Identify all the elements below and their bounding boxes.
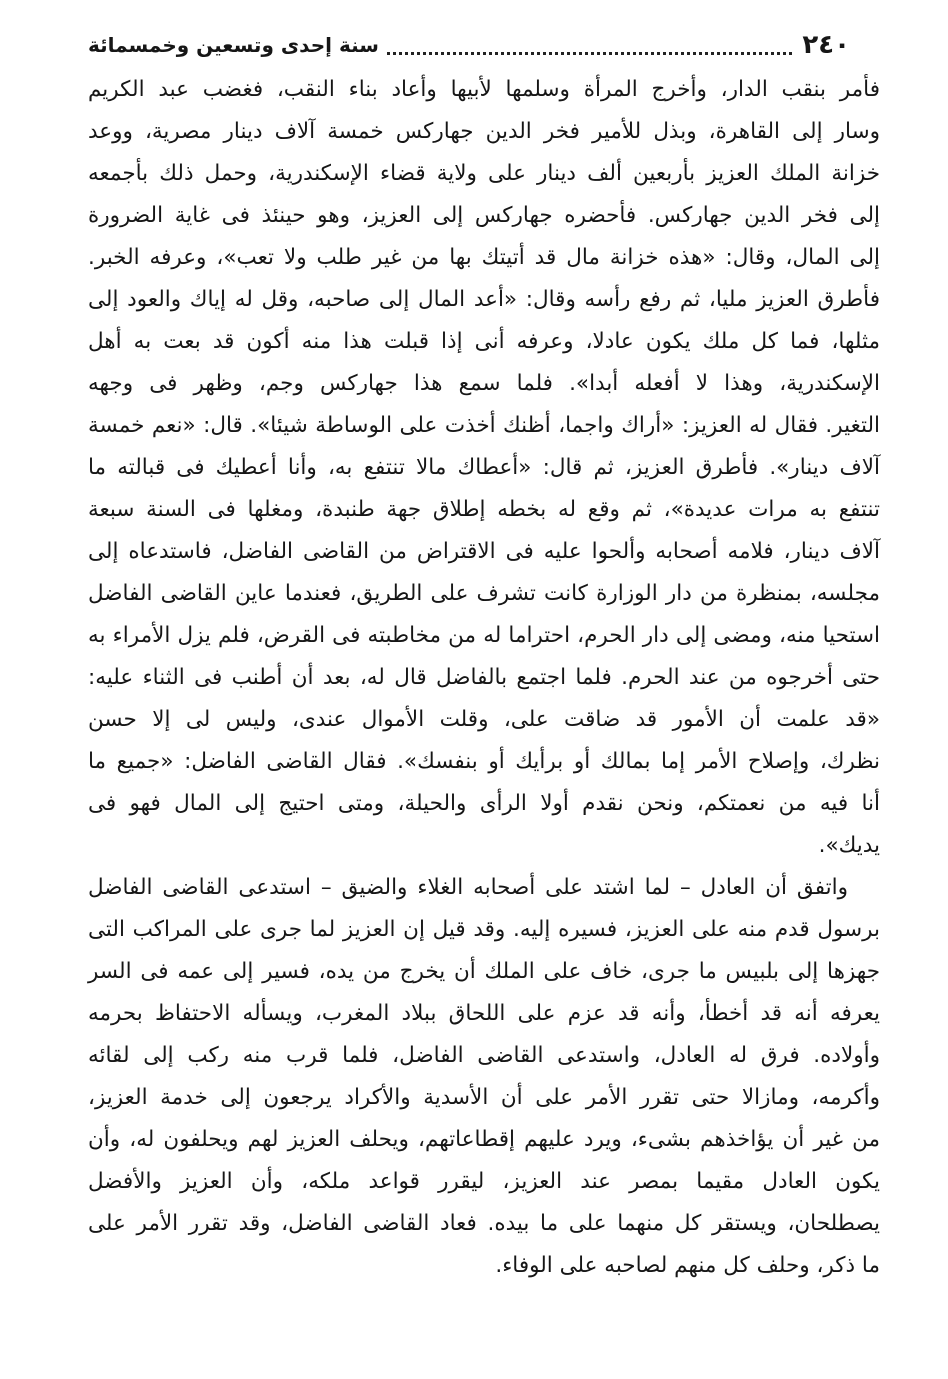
text-line: نظرك، وإصلاح الأمر إما بمالك أو برأيك أو بنفسك». فقال القاضى الفاضل: «جميع ما bbox=[88, 749, 880, 774]
running-title: سنة إحدى وتسعين وخمسمائة bbox=[88, 33, 379, 57]
text-line: برسول قدم منه على العزيز، فسيره إليه. وقد قيل إن العزيز لما جرى على المراكب التى bbox=[88, 917, 880, 942]
paragraph bbox=[88, 867, 880, 1287]
header-dot-leader bbox=[387, 36, 792, 55]
text-line: التغير. فقال له العزيز: «أراك واجما، أظنك أخذت على الوساطة شيئا». قال: «نعم خمسة bbox=[88, 413, 880, 438]
paragraph bbox=[88, 69, 880, 867]
text-line: يكون العادل مقيما بمصر عند العزيز، ليقرر قواعد ملكه، وأن العزيز والأفضل bbox=[88, 1169, 880, 1194]
text-line: فأطرق العزيز مليا، ثم رفع رأسه وقال: «أعد المال إلى صاحبه، وقل له إياك والعود إلى bbox=[88, 287, 880, 312]
text-line: يعرفه أنه قد أخطأ، وأنه قد عزم على اللحاق ببلاد المغرب، ويسأله الاحتفاظ بحرمه bbox=[88, 1001, 880, 1026]
text-line: واتفق أن العادل – لما اشتد على أصحابه الغلاء والضيق – استدعى القاضى الفاضل bbox=[88, 875, 848, 900]
page-header bbox=[88, 28, 880, 62]
text-line: ما ذكر، وحلف كل منهم لصاحبه على الوفاء. bbox=[495, 1253, 880, 1278]
text-line: «قد علمت أن الأمور قد ضاقت على، وقلت الأموال عندى، وليس لى إلا حسن bbox=[88, 707, 880, 732]
text-line: يصطلحان، ويستقر كل منهما على ما بيده. فعاد القاضى الفاضل، وقد تقرر الأمر على bbox=[88, 1211, 880, 1236]
text-line: خزانة الملك العزيز بأربعين ألف دينار على ولاية قضاء الإسكندرية، وحمل ذلك بأجمعه bbox=[88, 161, 880, 186]
text-line: آلاف دينار، فلامه أصحابه وألحوا عليه فى الاقتراض من القاضى الفاضل، فاستدعاه إلى bbox=[88, 539, 880, 564]
text-line: جهزها إلى بلبيس ما جرى، خاف على الملك أن يخرج من يده، فسير إلى عمه فى السر bbox=[88, 959, 880, 984]
text-line: الإسكندرية، وهذا لا أفعله أبدا». فلما سمع هذا جهاركس وجم، وظهر فى وجهه bbox=[88, 371, 880, 396]
text-line: أنا فيه من نعمتكم، ونحن نقدم أولا الرأى والحيلة، ومتى احتيج إلى المال فهو فى bbox=[88, 791, 880, 816]
text-line: مثلها، فما كل ملك يكون عادلا، وعرفه أنى إذا قبلت هذا منه أكون قد بعت به أهل bbox=[88, 329, 880, 354]
text-line: وأكرمه، ومازالا حتى تقرر الأمر على أن الأسدية والأكراد يرجعون إلى خدمة العزيز، bbox=[88, 1085, 880, 1110]
body-text bbox=[88, 69, 880, 1287]
text-line: آلاف دينار». فأطرق العزيز، ثم قال: «أعطاك مالا تنتفع به، وأنا أعطيك فى قبالته ما bbox=[88, 455, 880, 480]
text-line: إلى المال، وقال: «هذه خزانة مال قد أتيتك بها من غير طلب ولا تعب»، وعرفه الخبر. bbox=[88, 245, 880, 270]
text-line: إلى فخر الدين جهاركس. فأحضره جهاركس إلى العزيز، وهو حينئذ فى غاية الضرورة bbox=[88, 203, 880, 228]
text-line: وأولاده. فرق له العادل، واستدعى القاضى الفاضل، فلما قرب منه ركب إلى لقائه bbox=[88, 1043, 880, 1068]
text-line: مجلسه، بمنظرة من دار الوزارة كانت تشرف على الطريق، فعندما عاين القاضى الفاضل bbox=[88, 581, 880, 606]
text-line: تنتفع به مرات عديدة»، ثم وقع له بخطه إطلاق جهة طنبدة، ومغلها فى السنة سبعة bbox=[88, 497, 880, 522]
text-line: فأمر بنقب الدار، وأخرج المرأة وسلمها لأبيها وأعاد بناء النقب، فغضب عبد الكريم bbox=[88, 77, 880, 102]
text-line: حتى أخرجوه من عند الحرم. فلما اجتمع بالفاضل قال له، بعد أن أطنب فى الثناء عليه: bbox=[88, 665, 880, 690]
text-line: وسار إلى القاهرة، وبذل للأمير فخر الدين جهاركس خمسة آلاف دينار مصرية، ووعد bbox=[88, 119, 880, 144]
text-line: من غير أن يؤاخذهم بشىء، ويرد عليهم إقطاعاتهم، ويحلف العزيز لهم ويحلفون له، وأن bbox=[88, 1127, 880, 1152]
text-line: استحيا منه، ومضى إلى دار الحرم، احتراما له من مخاطبته فى القرض، فلم يزل الأمراء به bbox=[88, 623, 880, 648]
page-number: ٢٤٠ bbox=[802, 30, 850, 60]
text-line: يديك». bbox=[818, 833, 880, 858]
